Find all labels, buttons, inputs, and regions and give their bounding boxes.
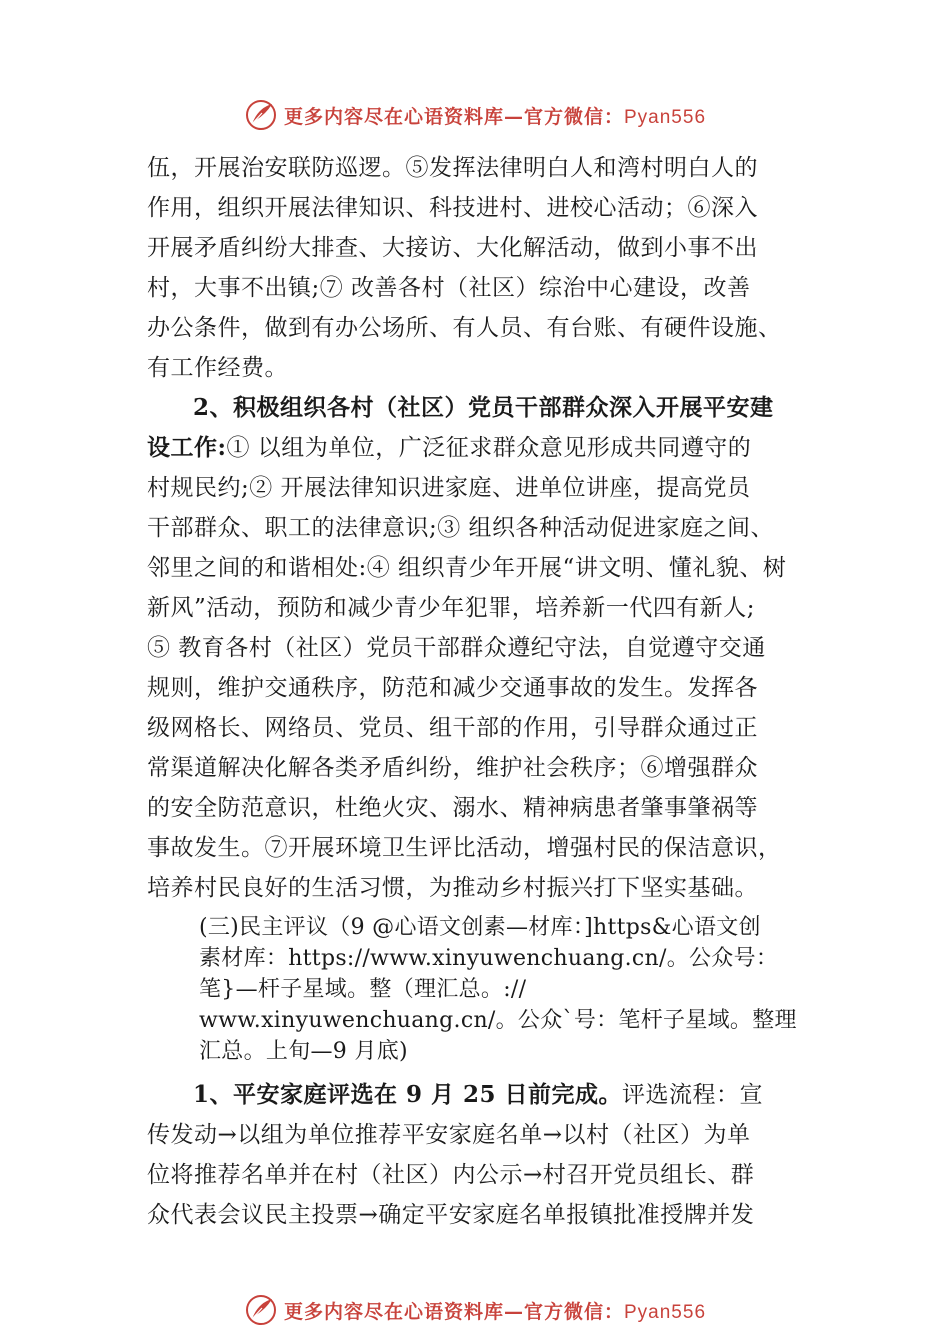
banner-wechat-id: Pyan556 <box>624 106 707 128</box>
text-line: 村规民约;② 开展法律知识进家庭、进单位讲座，提高党员 <box>147 475 751 501</box>
text-line: 规则，维护交通秩序，防范和减少交通事故的发生。发挥各 <box>147 675 758 701</box>
section-three-line: 素材库：https://www.xinyuwenchuang.cn/。公众号： <box>199 946 779 971</box>
quill-logo-icon <box>244 1293 278 1327</box>
text-line: 伍，开展治安联防巡逻。⑤发挥法律明白人和湾村明白人的 <box>147 155 758 181</box>
section-three-line: www.xinyuwenchuang.cn/。公众`号：笔杆子星域。整理 <box>199 1008 797 1033</box>
banner-text: 更多内容尽在心语资料库—官方微信：Pyan556 <box>283 1300 707 1323</box>
text-line: 干部群众、职工的法律意识;③ 组织各种活动促进家庭之间、 <box>147 515 775 541</box>
heading-rest: ① 以组为单位，广泛征求群众意见形成共同遵守的 <box>226 435 752 461</box>
text-line: 常渠道解决化解各类矛盾纠纷，维护社会秩序；⑥增强群众 <box>147 755 758 781</box>
section-three-line: 笔}—杆子星域。整（理汇总。:// <box>199 977 527 1002</box>
document-body <box>147 148 807 1235</box>
text-line: 位将推荐名单并在村（社区）内公示→村召开党员组长、群 <box>147 1162 755 1188</box>
text-line: 新风”活动，预防和减少青少年犯罪，培养新一代四有新人; <box>147 595 756 621</box>
footer-banner <box>0 1290 950 1330</box>
text-line: 有工作经费。 <box>147 355 288 381</box>
quill-logo-icon <box>244 98 278 132</box>
text-line <box>147 1075 807 1115</box>
section-heading: 2、积极组织各村（社区）党员干部群众深入开展平安建 <box>193 394 774 421</box>
text-line: 作用，组织开展法律知识、科技进村、进校心活动；⑥深入 <box>147 195 758 221</box>
item-heading: 1、平安家庭评选在 9 月 25 日前完成。 <box>193 1081 623 1108</box>
text-line <box>147 428 807 468</box>
item-rest: 评选流程：宣 <box>622 1082 764 1108</box>
text-line: 村，大事不出镇;⑦ 改善各村（社区）综治中心建设，改善 <box>147 275 751 301</box>
heading-continuation: 设工作: <box>147 434 227 461</box>
text-line: 的安全防范意识，杜绝火灾、溺水、精神病患者肇事肇祸等 <box>147 795 758 821</box>
text-line: 办公条件，做到有办公场所、有人员、有台账、有硬件设施、 <box>147 315 782 341</box>
header-banner <box>0 95 950 135</box>
banner-wechat-id: Pyan556 <box>624 1301 707 1323</box>
text-line: 级网格长、网络员、党员、组干部的作用，引导群众通过正 <box>147 715 758 741</box>
text-line: ⑤ 教育各村（社区）党员干部群众遵纪守法，自觉遵守交通 <box>147 635 766 661</box>
text-line: 培养村民良好的生活习惯，为推动乡村振兴打下坚实基础。 <box>147 875 758 901</box>
text-line: 众代表会议民主投票→确定平安家庭名单报镇批准授牌并发 <box>147 1202 755 1228</box>
banner-text: 更多内容尽在心语资料库—官方微信：Pyan556 <box>283 105 707 128</box>
text-line: 开展矛盾纠纷大排查、大接访、大化解活动，做到小事不出 <box>147 235 758 261</box>
text-line: 邻里之间的和谐相处:④ 组织青少年开展“讲文明、懂礼貌、树 <box>147 555 787 581</box>
section-three-line: 汇总。上旬—9 月底) <box>199 1039 408 1064</box>
section-three-line: (三)民主评议（9 @心语文创素—材库：]https&心语文创 <box>199 915 761 940</box>
text-line: 事故发生。⑦开展环境卫生评比活动，增强村民的保洁意识， <box>147 835 782 861</box>
text-line: 传发动→以组为单位推荐平安家庭名单→以村（社区）为单 <box>147 1122 751 1148</box>
